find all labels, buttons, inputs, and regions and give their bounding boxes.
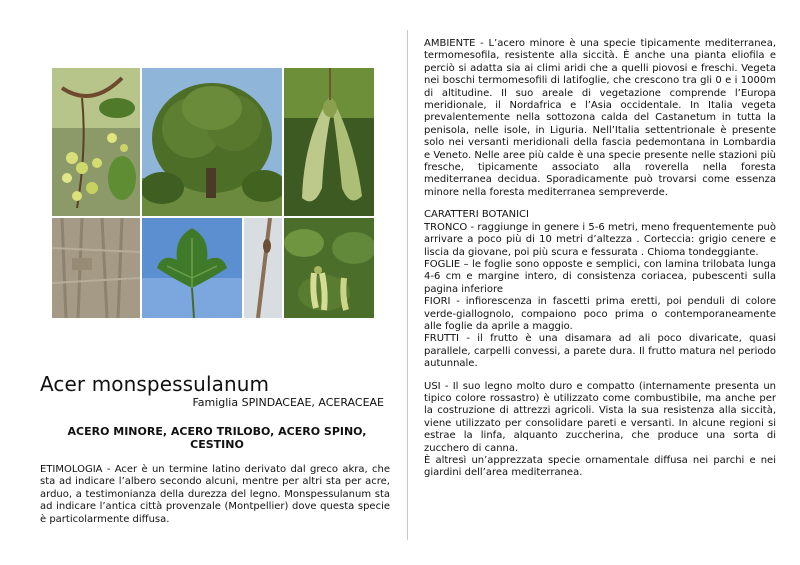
fiori-paragraph: FIORI - infiorescenza in fascetti prima eretti, poi penduli di colore verde-giallognolo, compaiono poco prima o contemporaneamente alle foglie da aprile a maggio.	[424, 296, 776, 332]
etymology-paragraph: ETIMOLOGIA - Acer è un termine latino derivato dal greco akra, che sta ad indicare l’albero secondo alcuni, mentre per altri sta per acre, arduo, a testimonianza della durezza del legno. Monspessulanum sta ad indicare l’antica città provenzale (Montpellier) dove questa specie è particolarmente diffusa.	[40, 464, 390, 525]
photo-fruits	[284, 218, 374, 318]
caratteri-botanici-heading: CARATTERI BOTANICI	[424, 209, 529, 221]
frutti-paragraph: FRUTTI - il frutto è una disamara ad ali poco divaricate, quasi parallele, carpelli convessi, a parete dura. Il frutto matura nel periodo autunnale.	[424, 333, 776, 370]
photo-leaf	[142, 218, 242, 318]
photo-samaras	[284, 68, 374, 216]
photo-tree	[142, 68, 282, 216]
tronco-paragraph: TRONCO - raggiunge in genere i 5-6 metri, meno frequentemente può arrivare a poco più di 10 metri d’altezza . Corteccia: grigio cenere e liscia da giovane, poi più scura e fessurata . Chioma tondeggiante.	[424, 221, 776, 258]
family-name: Famiglia SPINDACEAE, ACERACEAE	[192, 396, 384, 409]
common-names: ACERO MINORE, ACERO TRILOBO, ACERO SPINO, CESTINO	[67, 425, 367, 451]
right-page	[424, 38, 776, 480]
photo-bark	[52, 218, 140, 318]
photo-bud	[244, 218, 282, 318]
usi-paragraph-2: È altresì un’apprezzata specie ornamentale diffusa nei parchi e nei giardini dell’area mediterranea.	[424, 455, 776, 479]
usi-paragraph: USI - Il suo legno molto duro e compatto (internamente presenta un tipico colore rossastro) è utilizzato come combustibile, ma anche per la costruzione di attrezzi agricoli. Vista la sua resistenza alla siccità, viene utilizzato per consolidare pareti e versanti. In alcune regioni si estrae la linfa, alquanto zuccherina, che produce una sorta di zucchero di canna.	[424, 380, 776, 454]
species-name: Acer monspessulanum	[40, 372, 270, 396]
page-divider	[407, 30, 408, 540]
ambiente-paragraph: AMBIENTE - L’acero minore è una specie tipicamente mediterranea, termomesofila, resistente alla siccità. È anche una pianta eliofila e perciò si adatta sia ai climi aridi che a quelli piovosi e freschi. Vegeta nei boschi termomesofili di latifoglie, che crescono tra gli 0 e i 1000m di altitudine. Il suo areale di vegetazione comprende l’Europa meridionale, il Nordafrica e l’Asia occidentale. In Italia vegeta prevalentemente nella sottozona calda del Castanetum in tutta la penisola, nelle isole, in Liguria. Nell’Italia settentrionale è presente solo nei versanti meridionali della fascia pedemontana in Lombardia e Veneto. Nelle aree più calde è una specie presente nelle stazioni più fresche, tipicamente associato alla roverella nella foresta mediterranea decidua. Sporadicamente può trovarsi come essenza minore nella foresta mediterranea sempreverde.	[424, 38, 776, 198]
photo-flowers	[52, 68, 140, 216]
foglie-paragraph: FOGLIE – le foglie sono opposte e semplici, con lamina trilobata lunga 4-6 cm e margine intero, di consistenza coriacea, pubescenti sulla pagina inferiore	[424, 258, 776, 295]
photo-collage	[52, 68, 374, 318]
